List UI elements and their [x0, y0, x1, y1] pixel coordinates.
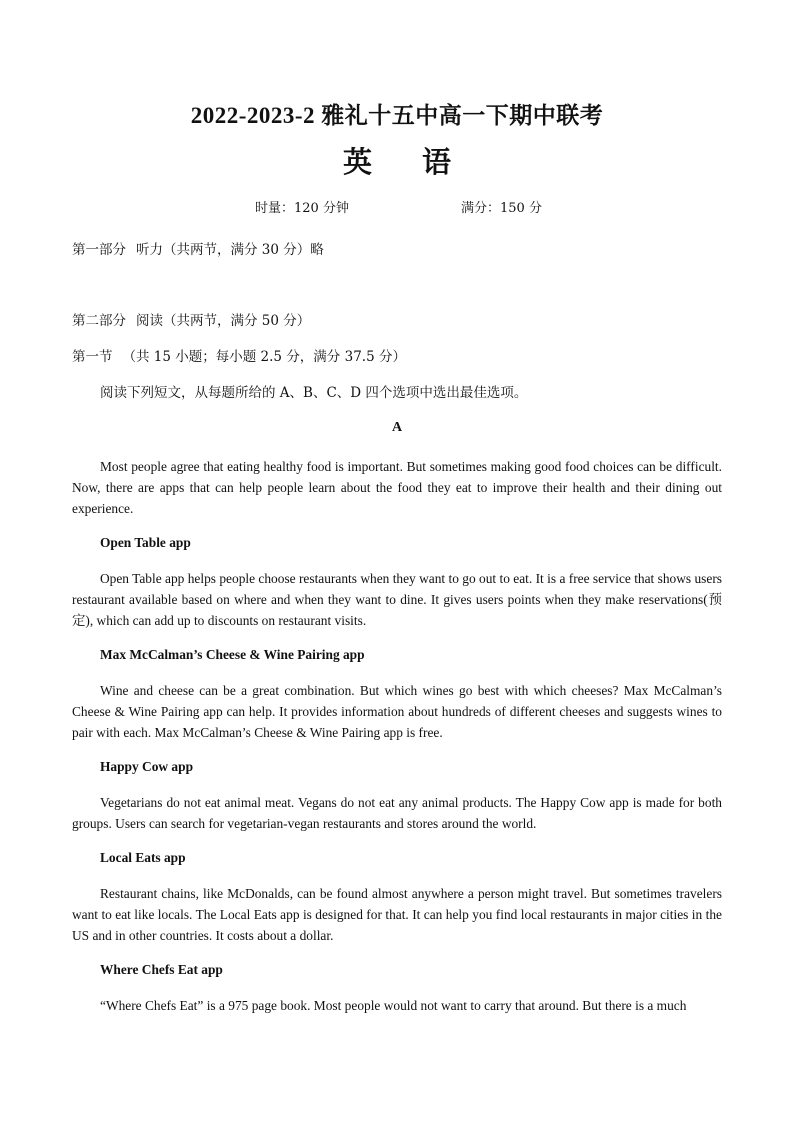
time-limit: 时量：120 分钟: [255, 201, 349, 216]
passage-letter: A: [391, 420, 403, 435]
app-title-open-table: Open Table app: [100, 535, 191, 550]
section1-description: （共 15 小题；每小题 2.5 分，满分 37.5 分）: [122, 349, 406, 365]
section1-line: [72, 345, 406, 365]
part1-heading: 第一部分: [72, 242, 126, 258]
app-title-local-eats: Local Eats app: [100, 850, 186, 865]
app-text-where-chefs-eat: “Where Chefs Eat” is a 975 page book. Most people would not want to carry that around. But there is a much: [100, 998, 687, 1013]
passage-intro: Most people agree that eating healthy food is important. But sometimes making good food choices can be difficult. Now, there are apps that can help people learn about the food they eat to improve their health and their dining out experience.: [72, 459, 722, 516]
part2-heading: 第二部分: [72, 313, 126, 329]
app-title-where-chefs-eat: Where Chefs Eat app: [100, 962, 223, 977]
app-title-cheese-wine: Max McCalman’s Cheese & Wine Pairing app: [100, 647, 365, 662]
part1-description: 听力（共两节，满分 30 分）略: [136, 242, 324, 258]
reading-instruction: 阅读下列短文，从每题所给的 A、B、C、D 四个选项中选出最佳选项。: [100, 385, 528, 401]
part1-line: [72, 238, 324, 258]
app-text-open-table: Open Table app helps people choose restaurants when they want to go out to eat. It is a free service that shows users restaurant available based on where and when they want to dine. It gives users points when they make reservations(预定), which can add up to discounts on restaurant visits.: [72, 571, 722, 628]
app-title-happy-cow: Happy Cow app: [100, 759, 194, 774]
subject-title: 英 语: [342, 145, 452, 179]
app-text-happy-cow: Vegetarians do not eat animal meat. Vegans do not eat any animal products. The Happy Cow app is made for both groups. Users can search for vegetarian-vegan restaurants and stores around the world.: [72, 795, 722, 831]
exam-title: 2022-2023-2 雅礼十五中高一下期中联考: [190, 103, 604, 128]
full-score: 满分：150 分: [461, 201, 542, 216]
part2-line: [72, 309, 310, 329]
part2-description: 阅读（共两节，满分 50 分）: [136, 313, 311, 329]
section1-heading: 第一节: [72, 349, 113, 365]
app-text-cheese-wine: Wine and cheese can be a great combination. But which wines go best with which cheeses? Max McCalman’s Cheese & Wine Pairing app can help. It provides information about hundreds of different cheeses and suggests wines to pair with each. Max McCalman’s Cheese & Wine Pairing app is free.: [72, 683, 722, 740]
app-text-local-eats: Restaurant chains, like McDonalds, can be found almost anywhere a person might travel. But sometimes travelers want to eat like locals. The Local Eats app is designed for that. It can help you find local restaurants in major cities in the US and in other countries. It costs about a dollar.: [72, 886, 722, 943]
